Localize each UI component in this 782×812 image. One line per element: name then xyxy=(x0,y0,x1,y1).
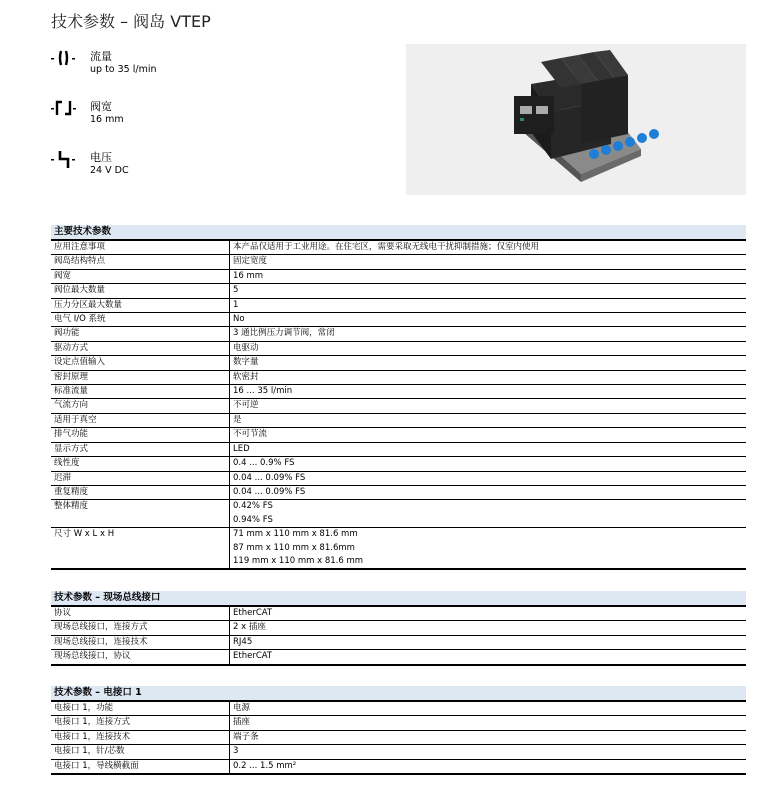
table-row xyxy=(51,356,746,370)
spec-label: 驱动方式 xyxy=(51,341,230,355)
table-row xyxy=(51,284,746,298)
spec-value-line: 2 x 插座 xyxy=(233,622,266,633)
spec-label: 应用注意事项 xyxy=(51,240,230,255)
spec-value xyxy=(230,327,747,341)
table-row xyxy=(51,485,746,499)
table-row xyxy=(51,500,746,528)
page-title: 技术参数 – 阀岛 VTEP xyxy=(51,12,211,31)
spec-label: 压力分区最大数量 xyxy=(51,298,230,312)
spec-value xyxy=(230,606,747,621)
spec-value xyxy=(230,385,747,399)
spec-value-line: 不可节流 xyxy=(233,429,268,440)
spec-value xyxy=(230,635,747,649)
section-main-tech-data xyxy=(51,225,746,570)
spec-value xyxy=(230,442,747,456)
spec-value-line: 不可逆 xyxy=(233,400,259,411)
table-row xyxy=(51,730,746,744)
flow-icon xyxy=(51,48,77,68)
spec-value-line: 软密封 xyxy=(233,371,259,382)
spec-value-line: 0.04 ... 0.09% FS xyxy=(233,486,306,497)
table-row xyxy=(51,240,746,255)
spec-label: 现场总线接口，协议 xyxy=(51,650,230,665)
spec-table-body xyxy=(51,606,746,665)
spec-value xyxy=(230,471,747,485)
feature-value: up to 35 l/min xyxy=(90,64,157,75)
spec-value-line: 本产品仅适用于工业用途。在住宅区，需要采取无线电干扰抑制措施；仅室内使用 xyxy=(233,242,540,252)
spec-value-line: 插座 xyxy=(233,717,251,728)
spec-value-line: 3 xyxy=(233,746,239,757)
feature-value: 16 mm xyxy=(90,114,124,125)
table-row xyxy=(51,457,746,471)
spec-value xyxy=(230,428,747,442)
spec-label: 电接口 1，连接技术 xyxy=(51,730,230,744)
table-row xyxy=(51,370,746,384)
spec-value-line: 5 xyxy=(233,285,239,296)
product-image xyxy=(406,44,746,195)
spec-value xyxy=(230,284,747,298)
spec-label: 尺寸 W x L x H xyxy=(51,528,230,570)
section-title: 技术参数 – 现场总线接口 xyxy=(51,591,746,605)
section-title: 主要技术参数 xyxy=(51,225,746,239)
table-row xyxy=(51,606,746,621)
spec-label: 迟滞 xyxy=(51,471,230,485)
spec-value-line: 0.94% FS xyxy=(233,514,273,525)
feature-name: 阀宽 xyxy=(90,100,112,113)
spec-value-line: 119 mm x 110 mm x 81.6 mm xyxy=(233,555,364,566)
spec-label: 密封原理 xyxy=(51,370,230,384)
spec-value-line: EtherCAT xyxy=(233,651,273,662)
table-row xyxy=(51,255,746,269)
spec-value xyxy=(230,298,747,312)
spec-value-line: RJ45 xyxy=(233,636,253,647)
table-row xyxy=(51,428,746,442)
voltage-icon xyxy=(51,149,77,169)
spec-value-line: 16 ... 35 l/min xyxy=(233,386,293,397)
table-row xyxy=(51,341,746,355)
spec-value xyxy=(230,650,747,665)
spec-label: 线性度 xyxy=(51,457,230,471)
feature-valve-width xyxy=(51,98,251,138)
spec-value xyxy=(230,528,747,570)
spec-value xyxy=(230,413,747,427)
section-electrical-connection-1 xyxy=(51,686,746,775)
spec-label: 电接口 1，针/芯数 xyxy=(51,745,230,759)
table-row xyxy=(51,471,746,485)
spec-value-line: 0.2 ... 1.5 mm² xyxy=(233,760,297,771)
spec-value-line: 固定宽度 xyxy=(233,256,268,267)
spec-value-line: 0.04 ... 0.09% FS xyxy=(233,472,306,483)
table-row xyxy=(51,528,746,570)
spec-label: 重复精度 xyxy=(51,485,230,499)
feature-name: 电压 xyxy=(90,151,112,164)
spec-label: 阀岛结构特点 xyxy=(51,255,230,269)
table-row xyxy=(51,759,746,774)
spec-label: 排气功能 xyxy=(51,428,230,442)
spec-label: 协议 xyxy=(51,606,230,621)
spec-value-line: 端子条 xyxy=(233,731,259,742)
spec-value-line: No xyxy=(233,314,245,325)
table-row xyxy=(51,442,746,456)
section-title: 技术参数 – 电接口 1 xyxy=(51,686,746,700)
table-row xyxy=(51,327,746,341)
spec-value-line: 71 mm x 110 mm x 81.6 mm xyxy=(233,529,358,540)
table-row xyxy=(51,298,746,312)
spec-value xyxy=(230,730,747,744)
spec-value xyxy=(230,356,747,370)
spec-label: 电接口 1，导线横截面 xyxy=(51,759,230,774)
spec-label: 适用于真空 xyxy=(51,413,230,427)
spec-value-line: 电驱动 xyxy=(233,342,259,353)
spec-label: 阀功能 xyxy=(51,327,230,341)
spec-value-line: LED xyxy=(233,443,250,454)
spec-value xyxy=(230,341,747,355)
spec-value xyxy=(230,716,747,730)
spec-value xyxy=(230,240,747,255)
table-row xyxy=(51,650,746,665)
spec-value xyxy=(230,621,747,635)
spec-label: 阀位最大数量 xyxy=(51,284,230,298)
feature-name: 流量 xyxy=(90,50,112,63)
spec-value xyxy=(230,701,747,716)
table-row xyxy=(51,635,746,649)
spec-value-line: 电源 xyxy=(233,703,251,713)
spec-table-body xyxy=(51,701,746,774)
spec-label: 现场总线接口，连接方式 xyxy=(51,621,230,635)
spec-value-line: 87 mm x 110 mm x 81.6mm xyxy=(233,542,355,553)
feature-value: 24 V DC xyxy=(90,165,129,176)
spec-label: 阀宽 xyxy=(51,269,230,283)
spec-value-line: 是 xyxy=(233,414,242,425)
spec-label: 气流方向 xyxy=(51,399,230,413)
spec-table-body xyxy=(51,240,746,569)
table-row xyxy=(51,621,746,635)
valve-width-icon xyxy=(51,98,77,118)
spec-table xyxy=(51,239,746,570)
spec-value xyxy=(230,485,747,499)
table-row xyxy=(51,716,746,730)
spec-value xyxy=(230,457,747,471)
spec-label: 现场总线接口，连接技术 xyxy=(51,635,230,649)
spec-label: 显示方式 xyxy=(51,442,230,456)
spec-value-line: EtherCAT xyxy=(233,608,273,618)
spec-value xyxy=(230,500,747,528)
spec-value xyxy=(230,759,747,774)
spec-label: 设定点值输入 xyxy=(51,356,230,370)
spec-table xyxy=(51,605,746,666)
table-row xyxy=(51,269,746,283)
table-row xyxy=(51,701,746,716)
spec-value-line: 3 通比例压力调节阀，常闭 xyxy=(233,328,335,339)
spec-label: 标准流量 xyxy=(51,385,230,399)
spec-value xyxy=(230,370,747,384)
spec-value-line: 0.4 ... 0.9% FS xyxy=(233,458,295,469)
spec-value xyxy=(230,745,747,759)
table-row xyxy=(51,313,746,327)
spec-value xyxy=(230,269,747,283)
table-row xyxy=(51,413,746,427)
spec-table xyxy=(51,700,746,775)
spec-value-line: 1 xyxy=(233,299,239,310)
spec-label: 电气 I/O 系统 xyxy=(51,313,230,327)
table-row xyxy=(51,385,746,399)
spec-value xyxy=(230,313,747,327)
spec-value-line: 0.42% FS xyxy=(233,501,273,512)
section-fieldbus-interface xyxy=(51,591,746,666)
spec-label: 电接口 1，功能 xyxy=(51,701,230,716)
spec-value-line: 16 mm xyxy=(233,270,264,281)
spec-label: 整体精度 xyxy=(51,500,230,528)
spec-value xyxy=(230,255,747,269)
feature-voltage xyxy=(51,149,251,189)
spec-label: 电接口 1，连接方式 xyxy=(51,716,230,730)
spec-value xyxy=(230,399,747,413)
feature-flow xyxy=(51,48,251,88)
spec-value-line: 数字量 xyxy=(233,357,259,368)
table-row xyxy=(51,745,746,759)
table-row xyxy=(51,399,746,413)
